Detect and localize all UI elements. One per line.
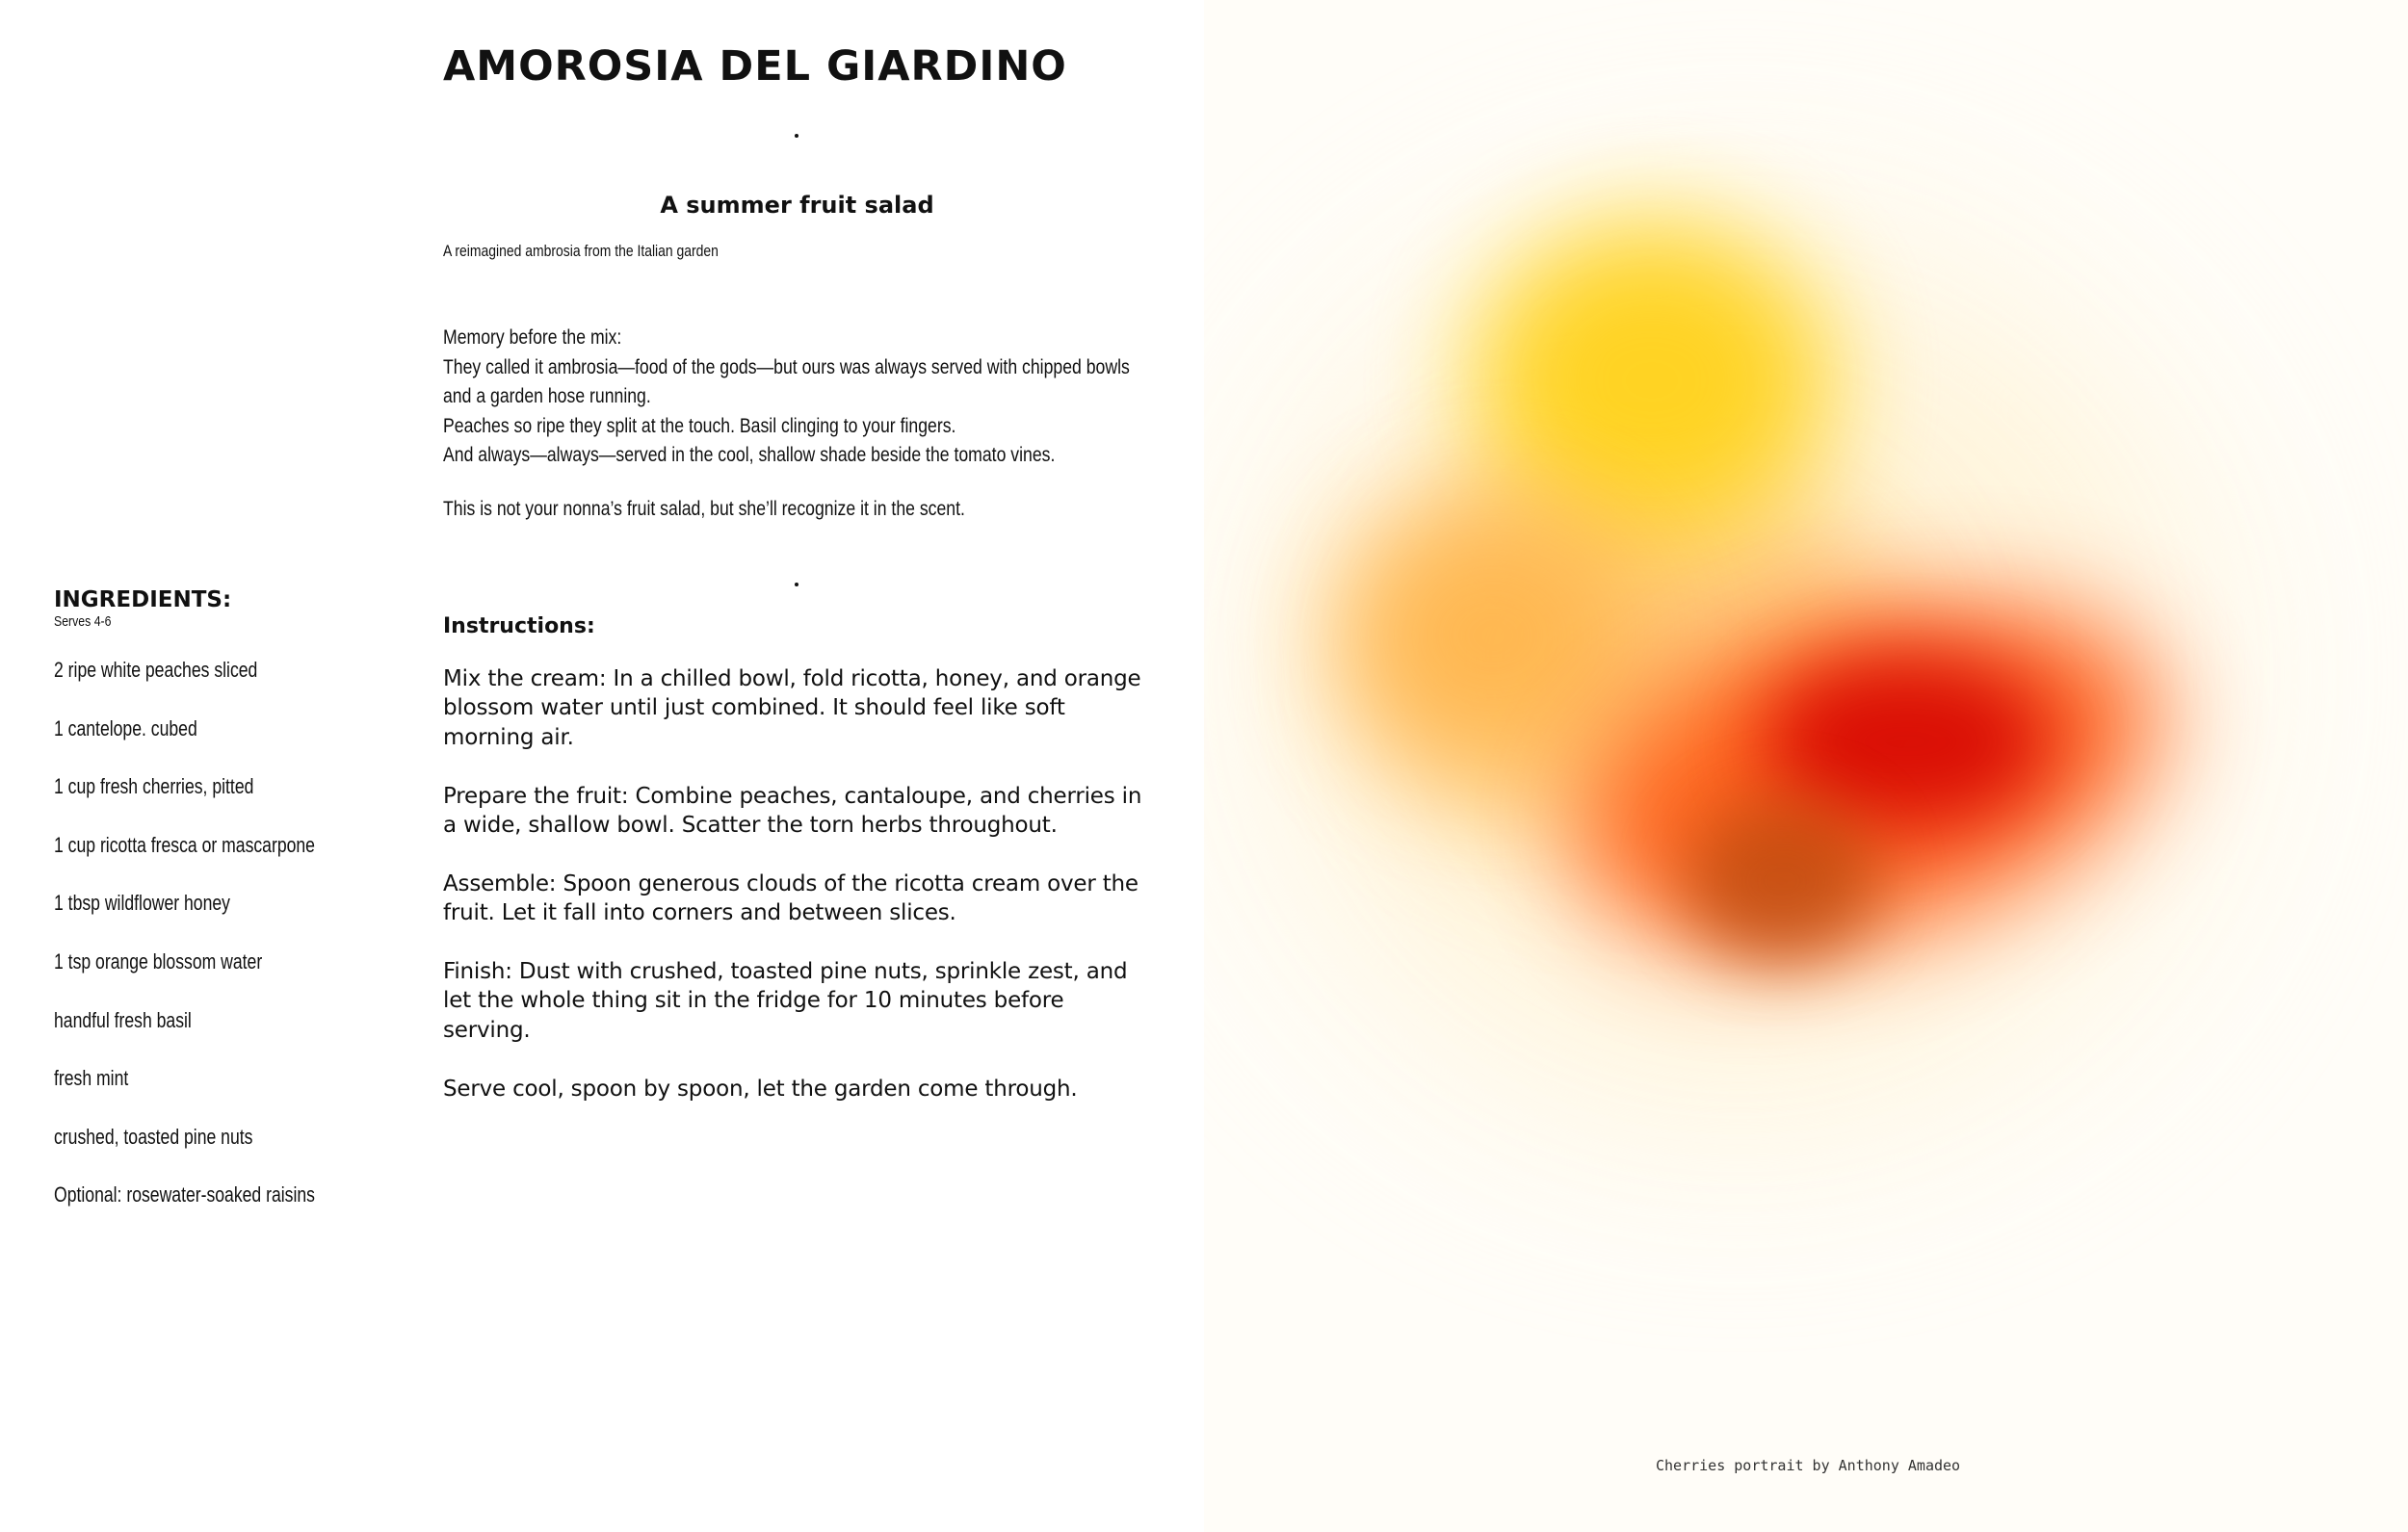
ingredients-heading: INGREDIENTS: xyxy=(54,587,232,612)
instructions-heading: Instructions: xyxy=(443,614,595,638)
ingredient-item: 1 cantelope. cubed xyxy=(54,715,197,740)
instructions-list xyxy=(443,664,1151,1132)
artwork-panel xyxy=(1204,0,2408,1532)
instruction-step: Prepare the fruit: Combine peaches, cantaloupe, and cherries in a wide, shallow bowl. Scatter the torn herbs throughout. xyxy=(443,783,1142,839)
memory-line: They called it ambrosia—food of the gods—but ours was always served with chipped bowls and a garden hose running. xyxy=(443,355,1130,407)
recipe-subtitle: A summer fruit salad xyxy=(660,192,934,219)
ingredient-item: 2 ripe white peaches sliced xyxy=(54,658,258,682)
serves-note: Serves 4-6 xyxy=(54,613,112,630)
ingredient-item: 1 tsp orange blossom water xyxy=(54,948,263,974)
memory-lines xyxy=(443,353,1162,471)
ingredient-item: 1 tbsp wildflower honey xyxy=(54,891,230,916)
instruction-step: Finish: Dust with crushed, toasted pine nuts, sprinkle zest, and let the whole thing sit in the fridge for 10 minutes before serving. xyxy=(443,959,1128,1043)
divider-dot-middle xyxy=(795,583,798,586)
divider-dot-top xyxy=(795,134,798,138)
artwork-credit: Cherries portrait by Anthony Amadeo xyxy=(1656,1457,1961,1474)
instruction-step: Assemble: Spoon generous clouds of the ricotta cream over the fruit. Let it fall into corners and between slices. xyxy=(443,870,1139,926)
instruction-step: Mix the cream: In a chilled bowl, fold ricotta, honey, and orange blossom water until just combined. It should feel like soft morning air. xyxy=(443,666,1141,750)
recipe-title: AMOROSIA DEL GIARDINO xyxy=(443,42,1067,91)
ingredient-item: fresh mint xyxy=(54,1066,129,1091)
ingredient-item: crushed, toasted pine nuts xyxy=(54,1124,253,1149)
memory-heading: Memory before the mix: xyxy=(443,326,622,349)
artwork-amber-blob xyxy=(1339,501,1647,770)
memory-closing: This is not your nonna’s fruit salad, but she’ll recognize it in the scent. xyxy=(443,497,965,520)
ingredient-item: handful fresh basil xyxy=(54,1007,192,1032)
memory-section xyxy=(443,324,1162,524)
ingredient-item: 1 cup fresh cherries, pitted xyxy=(54,774,254,799)
artwork-yellow-blob xyxy=(1474,221,1830,539)
artwork-brown-blob xyxy=(1686,799,1878,963)
ingredients-list xyxy=(54,658,380,1241)
memory-line: Peaches so ripe they split at the touch. Basil clinging to your fingers. xyxy=(443,414,956,437)
memory-line: And always—always—served in the cool, shallow shade beside the tomato vines. xyxy=(443,444,1056,466)
ingredient-item: Optional: rosewater-soaked raisins xyxy=(54,1182,315,1207)
recipe-tagline: A reimagined ambrosia from the Italian garden xyxy=(443,242,719,260)
ingredient-item: 1 cup ricotta fresca or mascarpone xyxy=(54,832,315,857)
instruction-step: Serve cool, spoon by spoon, let the garden come through. xyxy=(443,1076,1078,1102)
